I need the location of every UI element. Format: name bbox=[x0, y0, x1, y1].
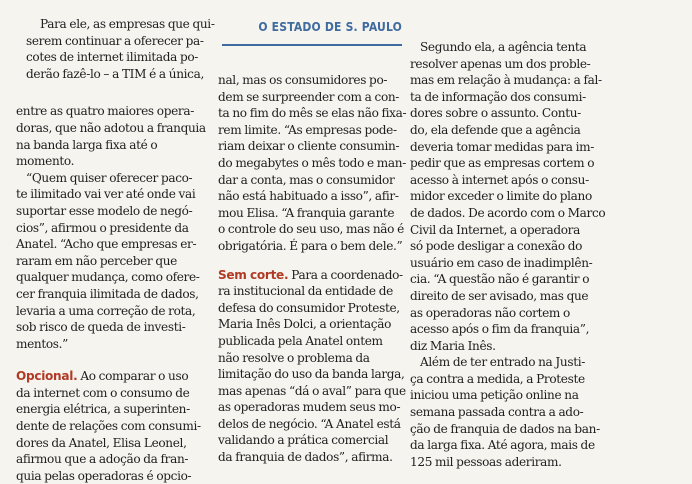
text-line: usuário em caso de inadimplên- bbox=[410, 255, 593, 270]
text-line: cia. “A questão não é garantir o bbox=[410, 272, 590, 287]
paragraph-4 bbox=[16, 368, 201, 484]
paragraph-2 bbox=[218, 267, 406, 466]
text-line: dem se surpreender com a con- bbox=[218, 89, 400, 104]
text-line: quia pelas operadoras é opcio- bbox=[16, 468, 192, 483]
newspaper-masthead: O ESTADO DE S. PAULO bbox=[258, 20, 402, 34]
text-line: raram em não perceber que bbox=[16, 253, 177, 268]
text-run: Para a coordenado- bbox=[288, 267, 403, 282]
text-line: direito de ser avisado, mas que bbox=[410, 288, 589, 303]
text-line: levaria a uma correção de rota, bbox=[16, 303, 196, 318]
text-line: serem continuar a oferecer pa- bbox=[26, 33, 204, 48]
text-line: as operadoras mudem seus mo- bbox=[218, 400, 401, 415]
article-column-2 bbox=[218, 72, 407, 466]
text-line: Além de ter entrado na Justi- bbox=[420, 355, 585, 370]
text-line: acesso à internet após o consu- bbox=[410, 172, 589, 187]
text-line: dar a conta, mas o consumidor bbox=[218, 172, 395, 187]
text-line: ça contra a medida, a Proteste bbox=[410, 371, 585, 386]
text-line: Anatel. “Acho que empresas er- bbox=[16, 237, 197, 252]
masthead-rule bbox=[222, 44, 402, 46]
article-column-1 bbox=[16, 16, 215, 484]
text-line: doras, que não adotou a franquia bbox=[16, 120, 206, 135]
text-line: da franquia de dados”, afirma. bbox=[218, 450, 393, 465]
text-line: mas apenas “dá o aval” para que bbox=[218, 383, 406, 398]
text-line: acesso após o fim da franquia”, bbox=[410, 322, 590, 337]
text-line: mas em relação à mudança: a fal- bbox=[410, 73, 602, 88]
text-line: derão fazê-lo – a TIM é a única, bbox=[26, 66, 204, 81]
text-line: publicada pela Anatel ontem bbox=[218, 333, 383, 348]
text-line: ção de franquia de dados na ban- bbox=[410, 421, 600, 436]
paragraph-2 bbox=[410, 354, 600, 470]
text-line: Civil da Internet, a operadora bbox=[410, 222, 580, 237]
paragraph-1 bbox=[410, 39, 606, 354]
text-line: rem limite. “As empresas pode- bbox=[218, 122, 397, 137]
text-line: dente de relações com consumi- bbox=[16, 419, 201, 434]
text-line: validando a prática comercial bbox=[218, 433, 389, 448]
text-line: deveria tomar medidas para im- bbox=[410, 139, 594, 154]
article-column-3 bbox=[410, 39, 606, 470]
text-line: energia elétrica, a superinten- bbox=[16, 402, 190, 417]
text-line: mou Elisa. “A franquia garante bbox=[218, 205, 395, 220]
text-line: obrigatória. É para o bem dele.” bbox=[218, 238, 403, 253]
paragraph-1 bbox=[218, 72, 407, 255]
text-line: da larga fixa. Até agora, mais de bbox=[410, 438, 595, 453]
text-line: não resolve o problema da bbox=[218, 350, 370, 365]
text-line: o controle do seu uso, mas não é bbox=[218, 222, 404, 237]
text-line: “Quem quiser oferecer paco- bbox=[26, 170, 193, 185]
text-line: Segundo ela, a agência tenta bbox=[420, 40, 587, 54]
paragraph-2 bbox=[16, 103, 206, 169]
text-line: ra institucional da entidade de bbox=[218, 284, 393, 299]
text-line: de dados. De acordo com o Marco bbox=[410, 205, 606, 220]
text-line: as operadoras não cortem o bbox=[410, 305, 570, 320]
text-line: limitação do uso da banda larga, bbox=[218, 367, 405, 382]
text-line: só pode desligar a conexão do bbox=[410, 239, 583, 254]
text-line: iniciou uma petição online na bbox=[410, 388, 579, 403]
subheading-sem-corte: Sem corte. bbox=[218, 267, 289, 282]
text-line: Para ele, as empresas que qui- bbox=[40, 17, 215, 31]
text-line: dores sobre o assunto. Contu- bbox=[410, 106, 581, 121]
text-line: na banda larga fixa até o bbox=[16, 137, 158, 152]
text-line bbox=[16, 368, 196, 385]
text-line: pedir que as empresas cortem o bbox=[410, 156, 595, 171]
text-line: ta de informação dos consumi- bbox=[410, 89, 586, 104]
paragraph-1 bbox=[16, 16, 215, 82]
text-line: afirmou que a adoção da fran- bbox=[16, 452, 189, 467]
paragraph-3 bbox=[16, 170, 200, 353]
text-line: do megabytes o mês todo e man- bbox=[218, 155, 406, 170]
text-line: delos de negócio. “A Anatel está bbox=[218, 416, 401, 431]
text-line: sob risco de queda de investi- bbox=[16, 320, 186, 335]
text-line: Maria Inês Dolci, a orientação bbox=[218, 317, 392, 332]
text-line: diz Maria Inês. bbox=[410, 338, 496, 353]
subheading-opcional: Opcional. bbox=[16, 369, 78, 384]
text-line: do, ela defende que a agência bbox=[410, 122, 581, 137]
text-line: cios”, afirmou o presidente da bbox=[16, 220, 189, 235]
text-line: não está habituado a isso”, afir- bbox=[218, 189, 399, 204]
text-line: semana passada contra a ado- bbox=[410, 405, 584, 420]
text-line bbox=[218, 267, 403, 284]
text-line: qualquer mudança, como ofere- bbox=[16, 270, 200, 285]
text-line: cotes de internet ilimitada po- bbox=[26, 50, 199, 65]
text-line: dores da Anatel, Elisa Leonel, bbox=[16, 435, 187, 450]
text-line: midor exceder o limite do plano bbox=[410, 189, 592, 204]
text-line: suportar esse modelo de negó- bbox=[16, 203, 193, 218]
text-line: entre as quatro maiores opera- bbox=[16, 104, 194, 119]
text-line: momento. bbox=[16, 154, 75, 169]
text-line: defesa do consumidor Proteste, bbox=[218, 300, 400, 315]
text-line: riam deixar o cliente consumin- bbox=[218, 139, 400, 154]
text-line: ta no fim do mês se elas não fixa- bbox=[218, 106, 407, 121]
text-run: Ao comparar o uso bbox=[77, 369, 189, 384]
text-line: nal, mas os consumidores po- bbox=[218, 73, 388, 87]
text-line: da internet com o consumo de bbox=[16, 385, 190, 400]
text-line: mentos.” bbox=[16, 336, 68, 351]
text-line: resolver apenas um dos proble- bbox=[410, 56, 591, 71]
text-line: 125 mil pessoas aderiram. bbox=[410, 454, 562, 469]
text-line: te ilimitado vai ver até onde vai bbox=[16, 187, 196, 202]
text-line: cer franquia ilimitada de dados, bbox=[16, 286, 199, 301]
